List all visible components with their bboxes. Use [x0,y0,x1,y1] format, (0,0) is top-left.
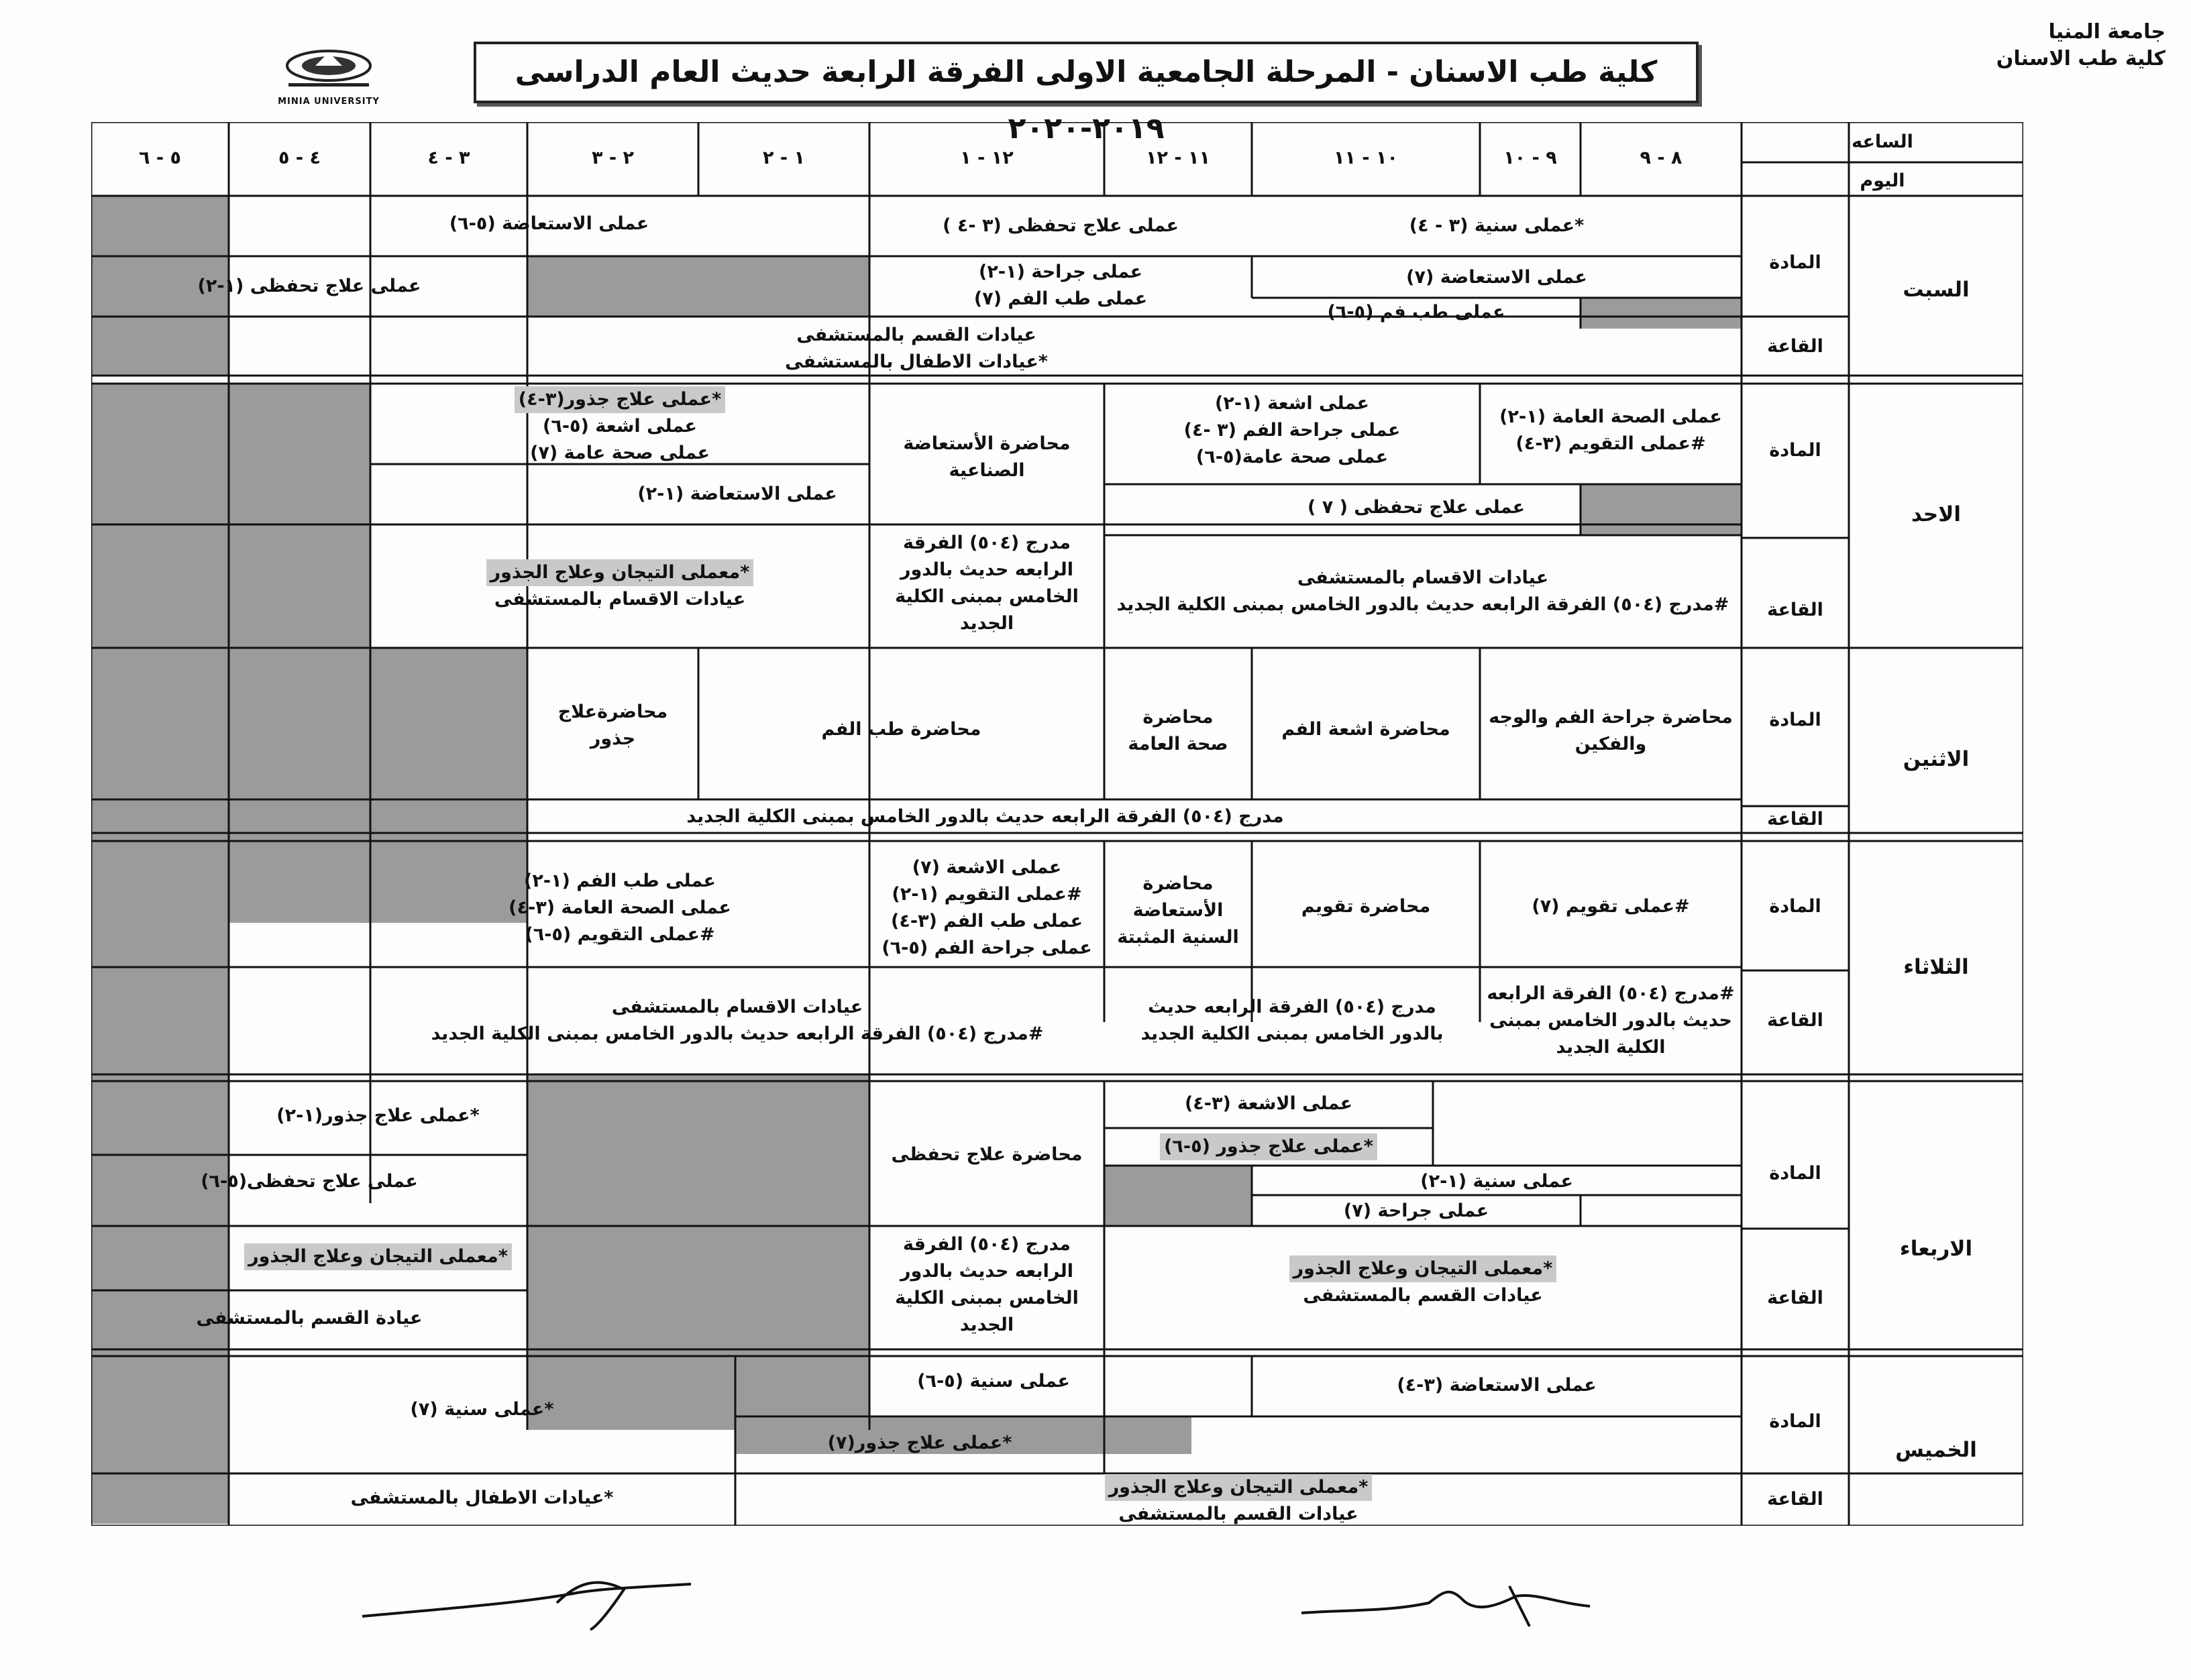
wed-hall-2 [869,1231,1104,1339]
university-logo [262,47,396,109]
tue-subject-5-line: عملى الصحة العامة (٣-٤) [509,897,731,918]
mon-subject-5 [527,699,698,752]
logo-text: MINIA UNIVERSITY [278,97,380,107]
subject-label: المادة [1769,896,1821,917]
wed-subject-2 [1104,1133,1433,1160]
tue-subject-5 [370,868,869,948]
wed-hall-1 [1104,1255,1742,1309]
thu-hall-1 [735,1474,1742,1528]
university-header [1996,19,2166,72]
sun-subject-1-line: #عملى التقويم (٣-٤) [1515,433,1706,454]
mon-subject-2: محاضرة اشعة الفم [1281,719,1450,740]
thu-subject-1: عملى الاستعاضة (٣-٤) [1397,1375,1597,1396]
wed-subject-1: عملى الاشعة (٣-٤) [1184,1093,1353,1114]
tue-hall-3 [370,994,1104,1048]
slot-10-11: ١٠ - ١١ [1334,148,1398,168]
thu-subject-2: عملى سنية (٥-٦) [917,1371,1070,1392]
hall-label: القاعة [1767,1288,1823,1308]
university-emblem-icon [275,47,382,94]
sat-subject-2: عملى علاج تحفظى (٣ -٤ ) [943,215,1179,236]
sun-subject-1 [1480,404,1742,457]
tue-subject-3-line: الأستعاضة [1132,900,1224,921]
mon-subject-3-line: محاضرة [1142,707,1214,728]
sun-hall-2 [869,530,1104,637]
tue-hall-1-line: حديث بالدور الخامس بمبنى [1489,1010,1732,1031]
tue-hall-1-line: #مدرج (٥٠٤) الفرقة الرابعه [1487,983,1735,1004]
sun-subject-2-line: عملى جراحة الفم (٣ -٤) [1183,420,1401,441]
sun-subject-1-line: عملى الصحة العامة (١-٢) [1499,406,1722,427]
sun-hall-1-line: عيادات الاقسام بالمستشفى [1297,567,1549,588]
sun-hall-3-line: *معملى التيجان وعلاج الجذور [486,559,754,586]
hall-label: القاعة [1767,600,1823,620]
hall-label: القاعة [1767,1489,1823,1510]
mon-subject-1 [1480,704,1742,758]
mon-subject-1-line: والفكين [1574,734,1647,754]
sun-hall-1 [1104,565,1742,618]
day-tuesday: الثلاثاء [1903,955,1969,979]
sun-hall-2-line: الرابعه حديث بالدور [900,559,1074,580]
wed-subject-5: محاضرة علاج تحفظى [891,1144,1083,1165]
mon-subject-3-line: صحة العامة [1128,734,1228,754]
day-wednesday: الاربعاء [1899,1237,1973,1261]
tue-hall-1 [1480,981,1742,1061]
tue-subject-4-line: عملى جراحة الفم (٥-٦) [881,938,1092,958]
subject-label: المادة [1769,1411,1821,1432]
tue-hall-3-line: عيادات الاقسام بالمستشفى [611,997,863,1017]
tue-subject-2: محاضرة تقويم [1301,896,1431,917]
mon-subject-5-line: محاضرةعلاج [557,702,668,722]
subject-label: المادة [1769,252,1821,273]
sun-subject-3-line: محاضرة الأستعاضة [903,433,1071,454]
mon-subject-1-line: محاضرة جراحة الفم والوجه [1489,707,1733,728]
slot-1-2: ١ - ٢ [763,148,805,168]
wed-hall-3-text: *معملى التيجان وعلاج الجذور [244,1243,512,1270]
wed-subject-2-text: *عملى علاج جذور (٥-٦) [1160,1133,1377,1160]
tue-hall-2-line: بالدور الخامس بمبنى الكلية الجديد [1140,1023,1444,1044]
slot-3-4: ٣ - ٤ [427,148,470,168]
thu-subject-3: *عملى علاج جذور(٧) [827,1433,1012,1453]
day-monday: الاثنين [1903,747,1970,771]
sun-hall-3 [370,559,869,613]
thu-hall-2: *عيادات الاطفال بالمستشفى [350,1488,614,1508]
day-saturday: السبت [1903,278,1970,302]
hall-label: القاعة [1767,809,1823,830]
tue-hall-2-line: مدرج (٥٠٤) الفرقة الرابعه حديث [1148,997,1436,1017]
sun-subject-2-line: عملى صحة عامة(٥-٦) [1195,447,1389,467]
tue-hall-2 [1104,994,1480,1048]
sun-subject-6: عملى الاستعاضة (١-٢) [637,484,837,504]
mon-hall: مدرج (٥٠٤) الفرقة الرابعه حديث بالدور الخامس بمبنى الكلية الجديد [686,806,1284,827]
wed-hall-1-line: *معملى التيجان وعلاج الجذور [1289,1255,1557,1282]
wed-hall-2-line: مدرج (٥٠٤) الفرقة [903,1234,1071,1255]
slot-8-9: ٨ - ٩ [1640,148,1682,168]
sat-subject-6-line: عملى جراحة (١-٢) [979,262,1142,282]
wed-hall-2-line: الخامس بمبنى الكلية [895,1288,1079,1308]
subject-label: المادة [1769,1163,1821,1184]
tue-subject-3 [1104,871,1252,951]
sun-hall-3-line: عيادات الاقسام بالمستشفى [494,589,746,610]
subject-label: المادة [1769,710,1821,730]
sun-subject-2 [1104,390,1480,471]
tue-subject-5-line: #عملى التقويم (٥-٦) [525,924,715,945]
tue-subject-3-line: السنية المثبتة [1117,927,1239,948]
sun-hall-1-line: #مدرج (٥٠٤) الفرقة الرابعه حديث بالدور الخامس بمبنى الكلية الجديد [1116,594,1729,615]
sun-hall-2-line: الخامس بمبنى الكلية [895,586,1079,607]
wed-hall-1-line: عيادات القسم بالمستشفى [1303,1285,1543,1306]
slot-12-1: ١٢ - ١ [960,148,1014,168]
wed-subject-3: عملى سنية (١-٢) [1420,1171,1573,1192]
mon-subject-3 [1104,704,1252,758]
thu-hall-1-line: عيادات القسم بالمستشفى [1118,1504,1358,1524]
wed-subject-7: عملى علاج تحفظى(٥-٦) [201,1171,418,1192]
hour-label: الساعه [1852,131,1913,152]
mon-subject-5-line: جذور [590,728,636,749]
wed-hall-4: عيادة القسم بالمستشفى [196,1308,423,1329]
sat-subject-1: *عملى سنية (٣ - ٤) [1409,215,1585,236]
sun-subject-5: عملى علاج تحفظى ( ٧ ) [1307,497,1526,518]
day-thursday: الخميس [1895,1438,1977,1462]
tue-subject-3-line: محاضرة [1142,873,1214,894]
wed-hall-3 [229,1243,527,1270]
hall-label: القاعة [1767,336,1823,357]
slot-2-3: ٢ - ٣ [592,148,634,168]
day-sunday: الاحد [1911,502,1961,526]
sun-subject-2-line: عملى اشعة (١-٢) [1215,393,1369,414]
timetable [91,122,2023,1526]
slot-9-10: ٩ - ١٠ [1503,148,1557,168]
signature-right [1295,1573,1603,1633]
sun-subject-3-line: الصناعية [949,460,1025,481]
sun-subject-4 [370,386,869,467]
tue-hall-3-line: #مدرج (٥٠٤) الفرقة الرابعه حديث بالدور الخامس بمبنى الكلية الجديد [431,1023,1044,1044]
tue-subject-5-line: عملى طب الفم (١-٢) [524,871,716,891]
slot-4-5: ٤ - ٥ [278,148,321,168]
thu-subject-4: *عملى سنية (٧) [410,1399,554,1420]
tue-hall-1-line: الكلية الجديد [1556,1037,1666,1058]
university-name: جامعة المنيا [2048,20,2166,44]
sun-subject-4-line: *عملى علاج جذور(٣-٤) [515,386,725,413]
hall-label: القاعة [1767,1010,1823,1031]
wed-subject-6: *عملى علاج جذور(١-٢) [276,1105,480,1126]
subject-label: المادة [1769,440,1821,461]
faculty-name: كلية طب الاسنان [1996,47,2166,70]
sun-subject-4-line: عملى اشعة (٥-٦) [543,416,697,437]
slot-11-12: ١١ - ١٢ [1146,148,1210,168]
sat-subject-5: عملى طب فم (٥-٦) [1327,302,1505,323]
sat-subject-7: عملى علاج تحفظى (١-٢) [197,276,421,296]
thu-hall-1-line: *معملى التيجان وعلاج الجذور [1105,1474,1373,1501]
sun-subject-4-line: عملى صحة عامة (٧) [530,443,710,463]
sat-subject-3: عملى الاستعاضة (٥-٦) [449,213,649,234]
sat-hall-line: *عيادات الاطفال بالمستشفى [785,351,1048,372]
wed-subject-4: عملى جراحة (٧) [1343,1200,1489,1221]
sun-hall-2-line: الجديد [959,613,1014,634]
tue-subject-4-line: #عملى التقويم (١-٢) [892,884,1082,905]
tue-subject-1: #عملى تقويم (٧) [1532,896,1690,917]
sun-hall-2-line: مدرج (٥٠٤) الفرقة [903,533,1071,553]
tue-subject-4 [869,854,1104,962]
wed-hall-2-line: الجديد [959,1314,1014,1335]
tue-subject-4-line: عملى طب الفم (٣-٤) [891,911,1083,932]
tue-subject-4-line: عملى الاشعة (٧) [912,857,1062,878]
page-title: كلية طب الاسنان - المرحلة الجامعية الاولى الفرقة الرابعة حديث العام الدراسى ٢٠١٩-٢٠٢٠ [474,42,1699,103]
day-label: اليوم [1860,170,1905,191]
sat-subject-6 [869,259,1252,313]
wed-hall-2-line: الرابعه حديث بالدور [900,1261,1074,1282]
sat-hall-line: عيادات القسم بالمستشفى [796,325,1036,345]
slot-5-6: ٥ - ٦ [139,148,181,168]
mon-subject-4: محاضرة طب الفم [821,719,981,740]
sat-subject-4: عملى الاستعاضة (٧) [1406,267,1587,288]
sat-hall [91,322,1742,376]
sun-subject-3 [869,431,1104,484]
sat-subject-6-line: عملى طب الفم (٧) [973,288,1148,309]
signature-left [356,1563,704,1636]
